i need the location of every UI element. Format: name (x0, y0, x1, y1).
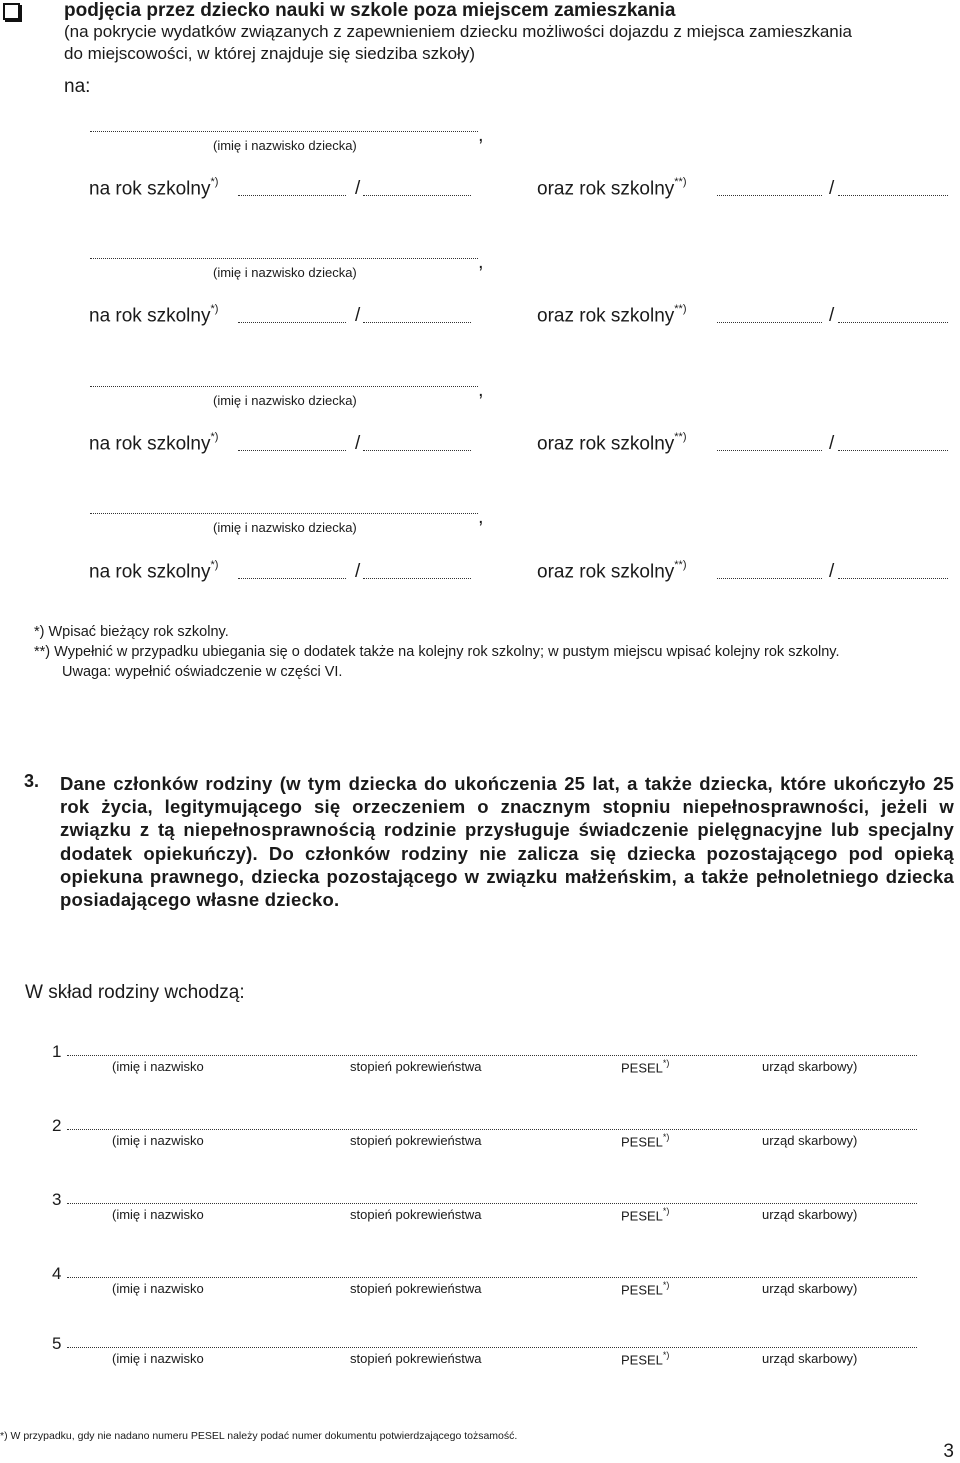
na-label: na: (64, 76, 91, 97)
next-year-end-field[interactable] (838, 322, 948, 323)
family-member-field[interactable] (67, 1055, 917, 1056)
school-year-start-field[interactable] (238, 450, 346, 451)
child-name-field[interactable] (90, 258, 478, 259)
option-title: podjęcia przez dziecko nauki w szkole poza miejscem zamieszkania (64, 0, 676, 21)
year-slash: / (355, 433, 361, 454)
next-year-start-field[interactable] (717, 578, 822, 579)
caption-pesel: PESEL*) (621, 1280, 670, 1298)
child-name-caption: (imię i nazwisko dziecka) (213, 138, 357, 153)
option-description-line2: do miejscowości, w której znajduje się siedziba szkoły) (64, 44, 475, 63)
note-next-year: **) Wypełnić w przypadku ubiegania się o dodatek także na kolejny rok szkolny; w pustym miejscu wpisać kolejny rok szkolny. (34, 644, 840, 660)
child-name-caption: (imię i nazwisko dziecka) (213, 393, 357, 408)
caption-pesel: PESEL*) (621, 1132, 670, 1150)
note-statement: Uwaga: wypełnić oświadczenie w części VI. (62, 664, 343, 680)
school-year-end-field[interactable] (363, 322, 471, 323)
school-year-label: na rok szkolny*) (89, 176, 219, 200)
section-number: 3. (24, 771, 40, 791)
row-number: 1 (52, 1042, 62, 1061)
caption-relation: stopień pokrewieństwa (350, 1059, 482, 1074)
caption-relation: stopień pokrewieństwa (350, 1351, 482, 1366)
family-member-field[interactable] (67, 1203, 917, 1204)
next-year-start-field[interactable] (717, 450, 822, 451)
caption-name: (imię i nazwisko (112, 1207, 204, 1222)
next-year-start-field[interactable] (717, 322, 822, 323)
school-year-end-field[interactable] (363, 578, 471, 579)
page-number: 3 (943, 1441, 954, 1462)
caption-relation: stopień pokrewieństwa (350, 1207, 482, 1222)
comma: , (478, 506, 484, 528)
caption-name: (imię i nazwisko (112, 1133, 204, 1148)
caption-pesel: PESEL*) (621, 1350, 670, 1368)
family-member-field[interactable] (67, 1347, 917, 1348)
comma: , (478, 251, 484, 273)
school-year-start-field[interactable] (238, 578, 346, 579)
caption-pesel: PESEL*) (621, 1206, 670, 1224)
row-number: 5 (52, 1334, 62, 1353)
child-name-field[interactable] (90, 513, 478, 514)
row-number: 3 (52, 1190, 62, 1209)
school-year-end-field[interactable] (363, 195, 471, 196)
next-school-year-label: oraz rok szkolny**) (537, 303, 687, 327)
caption-tax-office: urząd skarbowy) (762, 1351, 858, 1366)
next-year-end-field[interactable] (838, 450, 948, 451)
next-year-start-field[interactable] (717, 195, 822, 196)
comma: , (478, 124, 484, 146)
option-checkbox[interactable] (3, 3, 20, 20)
year-slash: / (355, 178, 361, 199)
caption-name: (imię i nazwisko (112, 1059, 204, 1074)
comma: , (478, 379, 484, 401)
school-year-end-field[interactable] (363, 450, 471, 451)
caption-name: (imię i nazwisko (112, 1351, 204, 1366)
child-name-field[interactable] (90, 131, 478, 132)
caption-relation: stopień pokrewieństwa (350, 1133, 482, 1148)
caption-name: (imię i nazwisko (112, 1281, 204, 1296)
row-number: 4 (52, 1264, 62, 1283)
next-school-year-label: oraz rok szkolny**) (537, 176, 687, 200)
school-year-label: na rok szkolny*) (89, 431, 219, 455)
year-slash: / (829, 178, 835, 199)
note-current-year: *) Wpisać bieżący rok szkolny. (34, 624, 229, 640)
school-year-start-field[interactable] (238, 195, 346, 196)
child-name-caption: (imię i nazwisko dziecka) (213, 520, 357, 535)
next-school-year-label: oraz rok szkolny**) (537, 559, 687, 583)
family-heading: W skład rodziny wchodzą: (25, 982, 245, 1003)
section-text: Dane członków rodziny (w tym dziecka do ukończenia 25 lat, a także dziecka, które ukończyło 25 rok życia, legitymującego się orzeczeniem o znacznym stopniu niepełnosprawności, jeżeli w związku z tą niepełnosprawnością rodzinie przysługuje świadczenie pielęgnacyjne lub specjalny dodatek opiekuńczy). Do członków rodziny nie zalicza się dziecka pozostającego pod opieką opiekuna prawnego, dziecka pozostającego w związku małżeńskim, a także pełnoletniego dziecka posiadającego własne dziecko. (60, 773, 954, 911)
pesel-footnote: *) W przypadku, gdy nie nadano numeru PESEL należy podać numer dokumentu potwierdzającego tożsamość. (0, 1430, 518, 1442)
family-member-field[interactable] (67, 1277, 917, 1278)
school-year-start-field[interactable] (238, 322, 346, 323)
row-number: 2 (52, 1116, 62, 1135)
caption-tax-office: urząd skarbowy) (762, 1207, 858, 1222)
caption-tax-office: urząd skarbowy) (762, 1059, 858, 1074)
family-member-field[interactable] (67, 1129, 917, 1130)
caption-pesel: PESEL*) (621, 1058, 670, 1076)
year-slash: / (829, 433, 835, 454)
school-year-label: na rok szkolny*) (89, 303, 219, 327)
year-slash: / (355, 561, 361, 582)
next-year-end-field[interactable] (838, 195, 948, 196)
option-description-line1: (na pokrycie wydatków związanych z zapewnieniem dziecku możliwości dojazdu z miejsca zamieszkania (64, 22, 852, 41)
year-slash: / (829, 561, 835, 582)
child-name-field[interactable] (90, 386, 478, 387)
year-slash: / (829, 305, 835, 326)
caption-relation: stopień pokrewieństwa (350, 1281, 482, 1296)
next-school-year-label: oraz rok szkolny**) (537, 431, 687, 455)
school-year-label: na rok szkolny*) (89, 559, 219, 583)
caption-tax-office: urząd skarbowy) (762, 1133, 858, 1148)
next-year-end-field[interactable] (838, 578, 948, 579)
caption-tax-office: urząd skarbowy) (762, 1281, 858, 1296)
year-slash: / (355, 305, 361, 326)
child-name-caption: (imię i nazwisko dziecka) (213, 265, 357, 280)
